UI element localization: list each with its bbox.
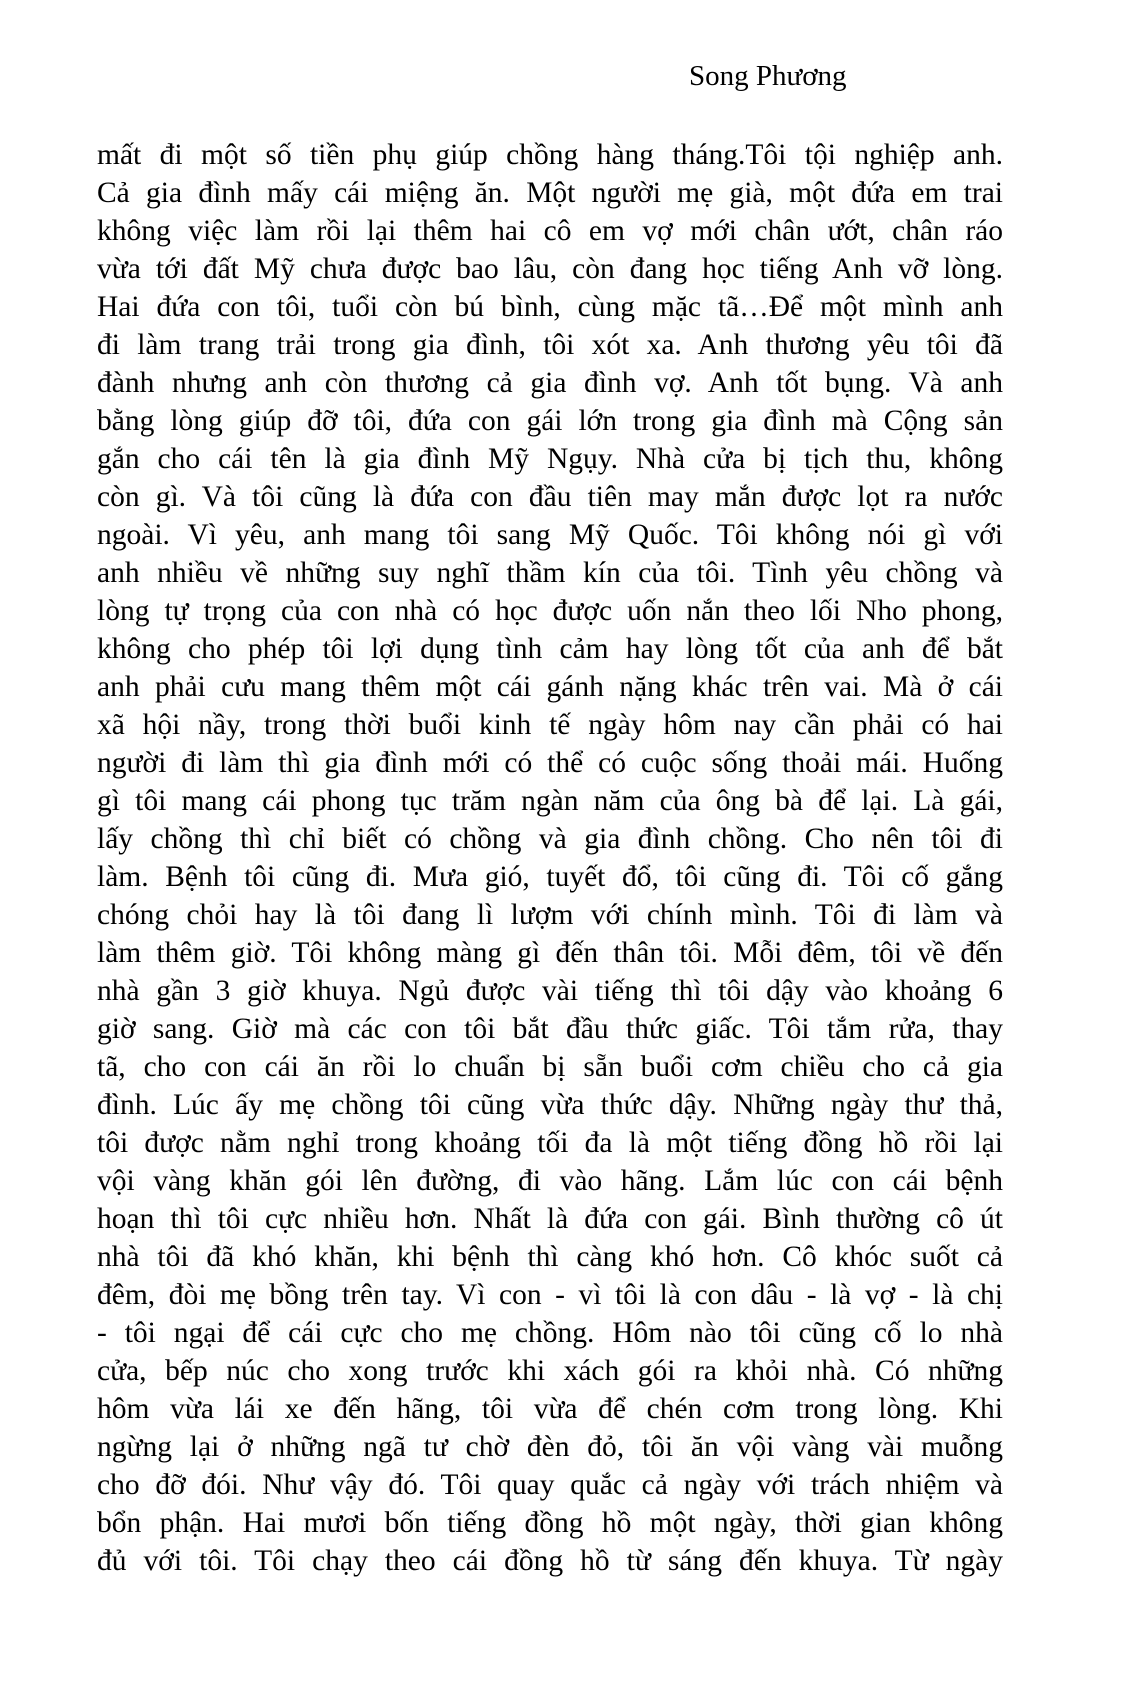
text-line: anh phải cưu mang thêm một cái gánh nặng khác trên vai. Mà ở cái	[97, 671, 1003, 703]
text-line: vội vàng khăn gói lên đường, đi vào hãng. Lắm lúc con cái bệnh	[97, 1165, 1003, 1197]
text-line: đi làm trang trải trong gia đình, tôi xót xa. Anh thương yêu tôi đã	[97, 329, 1003, 361]
text-line: ngừng lại ở những ngã tư chờ đèn đỏ, tôi ăn vội vàng vài muỗng	[97, 1431, 1003, 1463]
text-line: người đi làm thì gia đình mới có thể có cuộc sống thoải mái. Huống	[97, 747, 1003, 779]
text-line: xã hội nầy, trong thời buổi kinh tế ngày hôm nay cần phải có hai	[97, 709, 1003, 741]
text-line: đủ với tôi. Tôi chạy theo cái đồng hồ từ sáng đến khuya. Từ ngày	[97, 1545, 1003, 1577]
text-line: còn gì. Và tôi cũng là đứa con đầu tiên may mắn được lọt ra nước	[97, 481, 1003, 513]
text-line: hoạn thì tôi cực nhiều hơn. Nhất là đứa con gái. Bình thường cô út	[97, 1203, 1003, 1235]
text-line: lòng tự trọng của con nhà có học được uốn nắn theo lối Nho phong,	[97, 595, 1003, 627]
text-line: gì tôi mang cái phong tục trăm ngàn năm của ông bà để lại. Là gái,	[97, 785, 1003, 817]
text-line: lấy chồng thì chỉ biết có chồng và gia đình chồng. Cho nên tôi đi	[97, 823, 1003, 855]
text-line: bổn phận. Hai mươi bốn tiếng đồng hồ một ngày, thời gian không	[97, 1507, 1003, 1539]
text-line: chóng chỏi hay là tôi đang lì lượm với chính mình. Tôi đi làm và	[97, 899, 1003, 931]
text-line: đình. Lúc ấy mẹ chồng tôi cũng vừa thức dậy. Những ngày thư thả,	[97, 1089, 1003, 1121]
running-header-author: Song Phương	[689, 60, 847, 92]
text-line: Cả gia đình mấy cái miệng ăn. Một người mẹ già, một đứa em trai	[97, 177, 1003, 209]
text-line: cho đỡ đói. Như vậy đó. Tôi quay quắc cả ngày với trách nhiệm và	[97, 1469, 1003, 1501]
text-line: bằng lòng giúp đỡ tôi, đứa con gái lớn trong gia đình mà Cộng sản	[97, 405, 1003, 437]
text-line: gắn cho cái tên là gia đình Mỹ Ngụy. Nhà cửa bị tịch thu, không	[97, 443, 1003, 475]
text-line: Hai đứa con tôi, tuổi còn bú bình, cùng mặc tã…Để một mình anh	[97, 291, 1003, 323]
text-line: vừa tới đất Mỹ chưa được bao lâu, còn đang học tiếng Anh vỡ lòng.	[97, 253, 1003, 285]
text-line: ngoài. Vì yêu, anh mang tôi sang Mỹ Quốc. Tôi không nói gì với	[97, 519, 1003, 551]
text-line: - tôi ngại để cái cực cho mẹ chồng. Hôm nào tôi cũng cố lo nhà	[97, 1317, 1003, 1349]
text-line: tã, cho con cái ăn rồi lo chuẩn bị sẵn buổi cơm chiều cho cả gia	[97, 1051, 1003, 1083]
text-line: giờ sang. Giờ mà các con tôi bắt đầu thức giấc. Tôi tắm rửa, thay	[97, 1013, 1003, 1045]
text-line: anh nhiều về những suy nghĩ thầm kín của tôi. Tình yêu chồng và	[97, 557, 1003, 589]
text-line: đêm, đòi mẹ bồng trên tay. Vì con - vì tôi là con dâu - là vợ - là chị	[97, 1279, 1003, 1311]
text-line: cửa, bếp núc cho xong trước khi xách gói ra khỏi nhà. Có những	[97, 1355, 1003, 1387]
text-line: nhà tôi đã khó khăn, khi bệnh thì càng khó hơn. Cô khóc suốt cả	[97, 1241, 1003, 1273]
text-line: mất đi một số tiền phụ giúp chồng hàng tháng.Tôi tội nghiệp anh.	[97, 139, 1003, 171]
text-line: làm thêm giờ. Tôi không màng gì đến thân tôi. Mỗi đêm, tôi về đến	[97, 937, 1003, 969]
text-line: không cho phép tôi lợi dụng tình cảm hay lòng tốt của anh để bắt	[97, 633, 1003, 665]
text-line: làm. Bệnh tôi cũng đi. Mưa gió, tuyết đổ, tôi cũng đi. Tôi cố gắng	[97, 861, 1003, 893]
text-line: không việc làm rồi lại thêm hai cô em vợ mới chân ướt, chân ráo	[97, 215, 1003, 247]
text-line: hôm vừa lái xe đến hãng, tôi vừa để chén cơm trong lòng. Khi	[97, 1393, 1003, 1425]
text-line: đành nhưng anh còn thương cả gia đình vợ. Anh tốt bụng. Và anh	[97, 367, 1003, 399]
body-paragraph	[97, 136, 1003, 1580]
text-line: nhà gần 3 giờ khuya. Ngủ được vài tiếng thì tôi dậy vào khoảng 6	[97, 975, 1003, 1007]
text-line: tôi được nằm nghỉ trong khoảng tối đa là một tiếng đồng hồ rồi lại	[97, 1127, 1003, 1159]
